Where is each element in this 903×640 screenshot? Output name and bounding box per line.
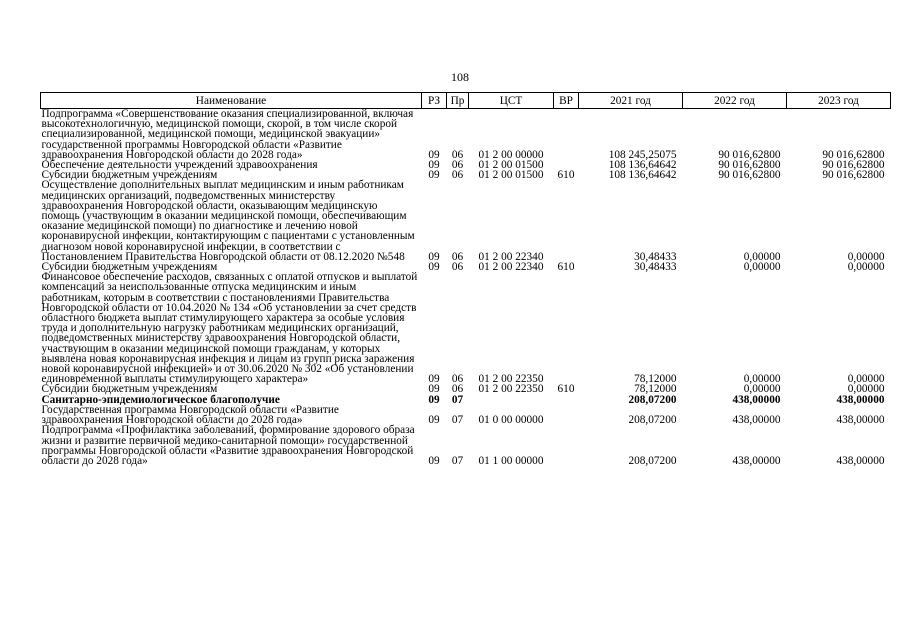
row-pr-cell: 06 xyxy=(451,250,464,263)
row-pr-cell: 06 xyxy=(451,261,464,274)
row-rz-cell: 09 xyxy=(428,148,440,161)
header-cst: ЦСТ xyxy=(469,93,554,109)
row-cst-cell: 01 2 00 00000 xyxy=(478,148,544,161)
row-2023-cell: 90 016,62800 xyxy=(822,159,885,172)
row-2022-cell: 438,00000 xyxy=(732,454,781,467)
row-2021-cell: 78,12000 xyxy=(634,373,677,386)
row-vr-cell: 610 xyxy=(557,383,575,396)
row-cst-cell: 01 2 00 01500 xyxy=(478,169,544,182)
row-2023-cell: 0,00000 xyxy=(847,383,885,396)
header-pr: Пр xyxy=(447,93,469,109)
row-rz-cell: 09 xyxy=(428,454,440,467)
row-2022-cell: 0,00000 xyxy=(743,383,781,396)
row-rz-cell: 09 xyxy=(428,414,440,427)
row-pr-cell: 06 xyxy=(451,148,464,161)
row-cst-cell: 01 2 00 22350 xyxy=(478,383,544,396)
row-name-cell: Подпрограмма «Совершенствование оказания специализированной, включая высокотехнологичную, медицинской помощи, скорой, в том числе скорой специализированной, медицинской помощи, медицинской эвакуации» государственной программы Новгородской области «Развитие здравоохранения Новгородской области до 2028 года» xyxy=(41,108,414,161)
row-vr-cell xyxy=(554,425,579,466)
table-row xyxy=(41,405,891,425)
row-pr-cell: 07 xyxy=(451,393,464,406)
row-2021-cell: 208,07200 xyxy=(628,454,677,467)
row-name-cell: Санитарно-эпидемиологическое благополучие xyxy=(41,393,280,406)
row-name-cell: Финансовое обеспечение расходов, связанных с оплатой отпусков и выплатой компенсаций за неиспользованные отпуска медицинским и иным работникам, которым в соответствии с постановлениями Правительства Новгородской области от 10.04.2020 № 134 «Об установлении за счет средств областного бюджета выплат стимулирующего характера за особые условия труда и дополнительную нагрузку работникам медицинских организаций, подведомственных министерству здравоохранения Новгородской области, участвующим в оказании медицинской помощи гражданам, у которых выявлена новая коронавирусная инфекция и лицам из групп риска заражения новой коронавирусной инфекцией» и от 30.06.2020 № 302 «Об установлении единовременной выплаты стимулирующего характера» xyxy=(41,271,418,386)
row-cst-cell: 01 1 00 00000 xyxy=(478,454,544,467)
header-rz: РЗ xyxy=(422,93,447,109)
row-rz-cell: 09 xyxy=(428,250,440,263)
row-name-cell: Подпрограмма «Профилактика заболеваний, формирование здорового образа жизни и развитие первичной медико-санитарной помощи» государственной программы Новгородской области «Развитие здравоохранения Новгородской области до 2028 года» xyxy=(41,424,415,467)
header-vr: ВР xyxy=(554,93,579,109)
row-2022-cell: 0,00000 xyxy=(743,261,781,274)
row-pr-cell: 06 xyxy=(451,169,464,182)
table-row xyxy=(41,272,891,384)
header-2021: 2021 год xyxy=(579,93,683,109)
row-2022-cell: 438,00000 xyxy=(732,414,781,427)
row-cst-cell: 01 2 00 22340 xyxy=(478,261,544,274)
header-2023: 2023 год xyxy=(787,93,891,109)
row-pr-cell: 06 xyxy=(451,159,464,172)
header-2022: 2022 год xyxy=(683,93,787,109)
row-2022-cell: 0,00000 xyxy=(743,250,781,263)
row-vr-cell xyxy=(554,395,579,405)
row-2023-cell: 0,00000 xyxy=(847,261,885,274)
row-rz-cell: 09 xyxy=(428,169,440,182)
table-row xyxy=(41,180,891,262)
row-2022-cell: 0,00000 xyxy=(743,373,781,386)
row-2023-cell: 438,00000 xyxy=(836,414,885,427)
row-name-cell: Государственная программа Новгородской области «Развитие здравоохранения Новгородской области до 2028 года» xyxy=(41,403,339,427)
row-rz-cell: 09 xyxy=(428,373,440,386)
table-row xyxy=(41,425,891,466)
row-2022-cell: 90 016,62800 xyxy=(718,148,781,161)
row-2023-cell: 0,00000 xyxy=(847,373,885,386)
row-2021-cell: 30,48433 xyxy=(634,250,677,263)
row-2023-cell: 90 016,62800 xyxy=(822,169,885,182)
row-name-cell: Субсидии бюджетным учреждениям xyxy=(41,261,218,274)
row-vr-cell xyxy=(554,109,579,161)
row-cst-cell: 01 2 00 22340 xyxy=(478,250,544,263)
row-cst-cell xyxy=(469,395,554,405)
row-2021-cell: 78,12000 xyxy=(634,383,677,396)
row-cst-cell: 01 2 00 22350 xyxy=(478,373,544,386)
header-name: Наименование xyxy=(41,93,422,109)
row-2023-cell: 438,00000 xyxy=(836,393,885,406)
row-name-cell: Субсидии бюджетным учреждениям xyxy=(41,383,218,396)
row-rz-cell: 09 xyxy=(428,159,440,172)
row-cst-cell: 01 0 00 00000 xyxy=(478,414,544,427)
budget-table xyxy=(40,92,891,466)
row-2021-cell: 108 136,64642 xyxy=(608,159,677,172)
row-vr-cell xyxy=(554,272,579,384)
row-name-cell: Субсидии бюджетным учреждениям xyxy=(41,169,218,182)
row-vr-cell: 610 xyxy=(557,169,575,182)
row-name-cell: Обеспечение деятельности учреждений здравоохранения xyxy=(41,159,318,172)
table-row xyxy=(41,109,891,161)
row-rz-cell: 09 xyxy=(428,383,440,396)
row-2021-cell: 208,07200 xyxy=(628,414,677,427)
row-cst-cell: 01 2 00 01500 xyxy=(478,159,544,172)
row-pr-cell: 06 xyxy=(451,373,464,386)
row-2023-cell: 438,00000 xyxy=(836,454,885,467)
table-header-row xyxy=(41,93,891,109)
row-2022-cell: 90 016,62800 xyxy=(718,159,781,172)
row-2022-cell: 438,00000 xyxy=(732,393,781,406)
row-rz-cell: 09 xyxy=(428,261,440,274)
row-pr-cell: 07 xyxy=(451,414,464,427)
row-2023-cell: 0,00000 xyxy=(847,250,885,263)
row-pr-cell: 07 xyxy=(451,454,464,467)
row-rz-cell: 09 xyxy=(428,393,440,406)
row-pr-cell: 06 xyxy=(451,383,464,396)
row-2021-cell: 208,07200 xyxy=(628,393,677,406)
row-vr-cell: 610 xyxy=(557,261,575,274)
row-2023-cell: 90 016,62800 xyxy=(822,148,885,161)
row-2021-cell: 30,48433 xyxy=(634,261,677,274)
row-name-cell: Осуществление дополнительных выплат медицинским и иным работникам медицинских организаций, подведомственных министерству здравоохранения Новгородской области, оказывающим медицинскую помощь (участвующим в оказании медицинской помощи, обеспечивающим оказание медицинской помощи) по диагностике и лечению новой коронавирусной инфекции, контактирующим с пациентами с установленным диагнозом новой коронавирусной инфекции, в соответствии с Постановлением Правительства Новгородской области от 08.12.2020 №548 xyxy=(41,179,415,263)
row-2022-cell: 90 016,62800 xyxy=(718,169,781,182)
row-2021-cell: 108 136,64642 xyxy=(608,169,677,182)
row-vr-cell xyxy=(554,180,579,262)
row-vr-cell xyxy=(554,405,579,425)
page-number: 108 xyxy=(451,70,469,84)
row-2021-cell: 108 245,25075 xyxy=(608,148,677,161)
